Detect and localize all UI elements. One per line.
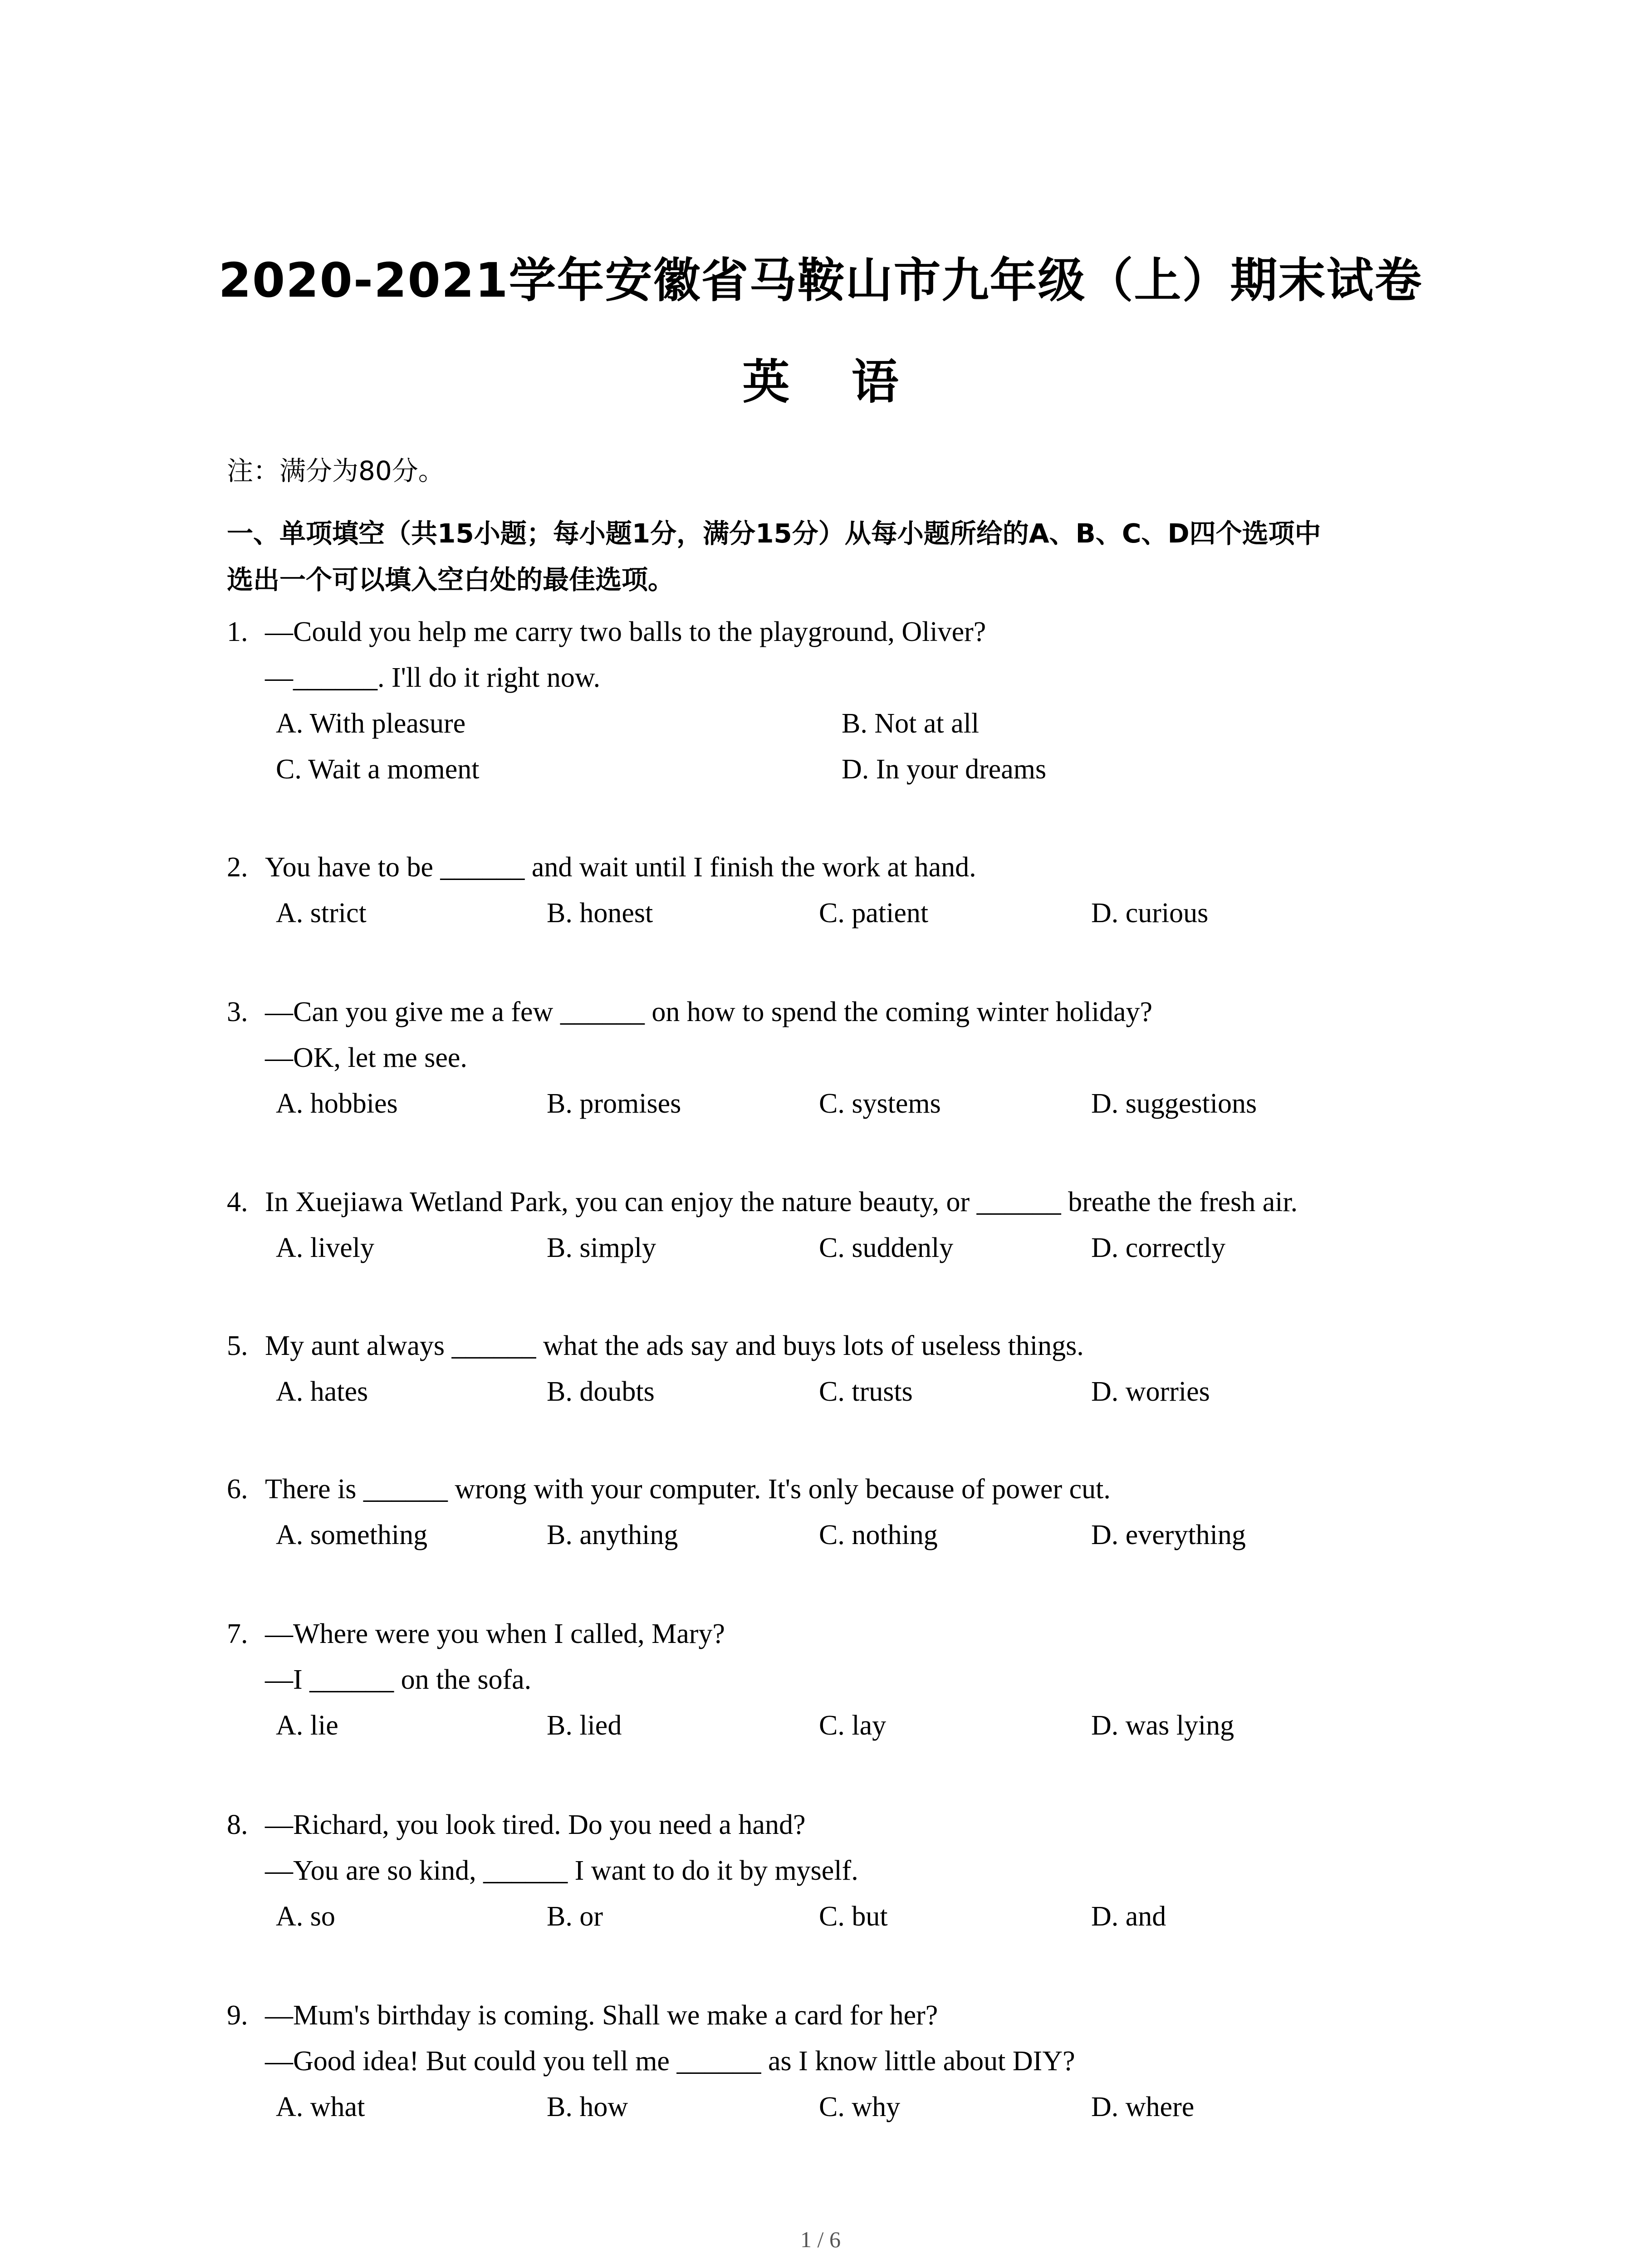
question-number: 2. <box>227 852 248 883</box>
option-c[interactable]: C. nothing <box>819 1520 938 1550</box>
section-heading-line-1: 一、单项填空（共15小题；每小题1分，满分15分）从每小题所给的A、B、C、D四个选项中 <box>227 518 1321 549</box>
options-row <box>227 1894 1452 1940</box>
question-stem: —Mum's birthday is coming. Shall we make a card for her? <box>265 2000 938 2031</box>
question-number: 3. <box>227 997 248 1027</box>
question-stem: There is ______ wrong with your computer. It's only because of power cut. <box>265 1474 1111 1505</box>
option-d[interactable]: D. and <box>1091 1901 1166 1932</box>
option-a[interactable]: A. With pleasure <box>276 708 466 739</box>
question-number: 4. <box>227 1187 248 1217</box>
options-row <box>227 701 1452 747</box>
option-b[interactable]: B. or <box>547 1901 603 1932</box>
option-d[interactable]: D. where <box>1091 2092 1195 2122</box>
score-note: 注：满分为80分。 <box>227 455 445 486</box>
question-6 <box>227 1466 1452 1558</box>
options-row <box>227 1703 1452 1749</box>
options-row <box>227 1369 1452 1415</box>
question-stem: —Can you give me a few ______ on how to spend the coming winter holiday? <box>265 997 1153 1027</box>
question-number: 7. <box>227 1618 248 1649</box>
option-b[interactable]: B. lied <box>547 1710 622 1741</box>
option-b[interactable]: B. promises <box>547 1088 681 1119</box>
option-a[interactable]: A. strict <box>276 898 367 929</box>
option-a[interactable]: A. something <box>276 1520 428 1550</box>
question-stem: —OK, let me see. <box>265 1042 467 1073</box>
page-title: 2020-2021学年安徽省马鞍山市九年级（上）期末试卷 <box>218 253 1423 308</box>
question-stem: —Where were you when I called, Mary? <box>265 1618 725 1649</box>
question-stem: —______. I'll do it right now. <box>265 662 601 693</box>
question-stem: —Richard, you look tired. Do you need a hand? <box>265 1809 806 1840</box>
option-a[interactable]: A. what <box>276 2092 365 2122</box>
option-d[interactable]: D. correctly <box>1091 1232 1226 1263</box>
question-number: 1. <box>227 616 248 647</box>
question-7 <box>227 1611 1452 1749</box>
options-row <box>227 1512 1452 1558</box>
option-c[interactable]: C. but <box>819 1901 888 1932</box>
question-4 <box>227 1179 1452 1271</box>
option-c[interactable]: C. trusts <box>819 1376 913 1407</box>
option-c[interactable]: C. patient <box>819 898 929 929</box>
page-subtitle: 英 语 <box>742 354 899 410</box>
question-2 <box>227 845 1452 936</box>
question-stem: —I ______ on the sofa. <box>265 1664 532 1695</box>
question-8 <box>227 1802 1452 1940</box>
question-1 <box>227 609 1452 792</box>
option-a[interactable]: A. hates <box>276 1376 368 1407</box>
options-row <box>227 890 1452 936</box>
option-b[interactable]: B. simply <box>547 1232 656 1263</box>
option-c[interactable]: C. Wait a moment <box>276 754 480 785</box>
option-d[interactable]: D. worries <box>1091 1376 1210 1407</box>
question-9 <box>227 1993 1452 2130</box>
section-heading <box>227 510 1443 603</box>
question-number: 5. <box>227 1330 248 1361</box>
option-d[interactable]: D. In your dreams <box>842 754 1047 785</box>
question-3 <box>227 989 1452 1127</box>
option-a[interactable]: A. hobbies <box>276 1088 398 1119</box>
option-d[interactable]: D. was lying <box>1091 1710 1234 1741</box>
option-b[interactable]: B. doubts <box>547 1376 655 1407</box>
options-row <box>227 1081 1452 1127</box>
option-b[interactable]: B. how <box>547 2092 628 2122</box>
options-row <box>227 2084 1452 2130</box>
option-d[interactable]: D. everything <box>1091 1520 1246 1550</box>
page-number: 1 / 6 <box>800 2227 841 2252</box>
option-a[interactable]: A. lie <box>276 1710 338 1741</box>
question-stem: In Xuejiawa Wetland Park, you can enjoy the nature beauty, or ______ breathe the fresh air. <box>265 1187 1298 1217</box>
option-c[interactable]: C. systems <box>819 1088 941 1119</box>
option-a[interactable]: A. so <box>276 1901 335 1932</box>
option-b[interactable]: B. anything <box>547 1520 678 1550</box>
question-stem: My aunt always ______ what the ads say and buys lots of useless things. <box>265 1330 1084 1361</box>
question-5 <box>227 1323 1452 1415</box>
option-d[interactable]: D. curious <box>1091 898 1209 929</box>
question-number: 9. <box>227 2000 248 2031</box>
section-heading-line-2: 选出一个可以填入空白处的最佳选项。 <box>227 564 675 595</box>
question-number: 8. <box>227 1809 248 1840</box>
question-stem: You have to be ______ and wait until I finish the work at hand. <box>265 852 976 883</box>
option-d[interactable]: D. suggestions <box>1091 1088 1257 1119</box>
option-c[interactable]: C. lay <box>819 1710 887 1741</box>
option-b[interactable]: B. Not at all <box>842 708 980 739</box>
question-stem: —Good idea! But could you tell me ______ as I know little about DIY? <box>265 2046 1075 2077</box>
options-row <box>227 1225 1452 1271</box>
option-c[interactable]: C. suddenly <box>819 1232 954 1263</box>
question-stem: —Could you help me carry two balls to the playground, Oliver? <box>265 616 986 647</box>
options-row <box>227 747 1452 792</box>
question-stem: —You are so kind, ______ I want to do it by myself. <box>265 1855 858 1886</box>
option-a[interactable]: A. lively <box>276 1232 374 1263</box>
question-number: 6. <box>227 1474 248 1505</box>
option-b[interactable]: B. honest <box>547 898 653 929</box>
option-c[interactable]: C. why <box>819 2092 901 2122</box>
